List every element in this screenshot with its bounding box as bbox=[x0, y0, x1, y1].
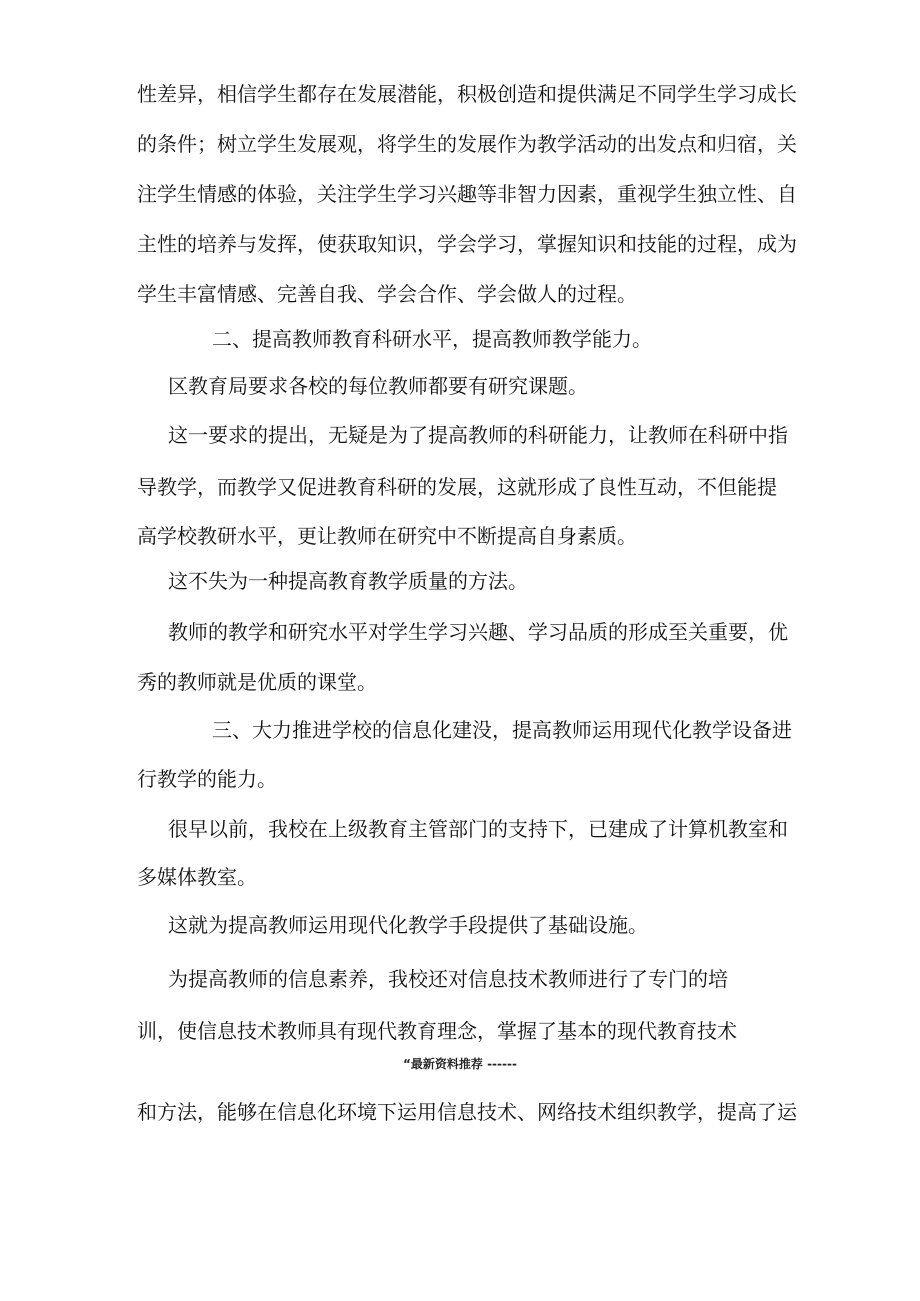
text-line: 这一要求的提出，无疑是为了提高教师的科研能力，让教师在科研中指 bbox=[168, 423, 788, 447]
text-line: 为提高教师的信息素养，我校还对信息技术教师进行了专门的培 bbox=[168, 967, 728, 991]
text-line: 很早以前，我校在上级教育主管部门的支持下，已建成了计算机教室和 bbox=[168, 817, 788, 841]
text-line: 多媒体教室。 bbox=[137, 865, 257, 889]
text-line: 行教学的能力。 bbox=[137, 767, 277, 791]
text-line: 性差异，相信学生都存在发展潜能，积极创造和提供满足不同学生学习成长 bbox=[137, 82, 797, 106]
text-line: 的条件；树立学生发展观，将学生的发展作为教学活动的出发点和归宿，关 bbox=[137, 132, 797, 156]
text-line: 教师的教学和研究水平对学生学习兴趣、学习品质的形成至关重要，优 bbox=[168, 620, 788, 644]
text-line: 学生丰富情感、完善自我、学会合作、学会做人的过程。 bbox=[137, 282, 637, 306]
text-line: 主性的培养与发挥，使获取知识，学会学习，掌握知识和技能的过程，成为 bbox=[137, 232, 797, 256]
text-line: 高学校教研水平，更让教师在研究中不断提高自身素质。 bbox=[137, 524, 637, 548]
page-footer: “最新资料推荐 ------ bbox=[403, 1057, 517, 1071]
text-line: 导教学，而教学又促进教育科研的发展，这就形成了良性互动，不但能提 bbox=[137, 475, 777, 499]
text-line: 秀的教师就是优质的课堂。 bbox=[137, 670, 377, 694]
text-line: 和方法，能够在信息化环境下运用信息技术、网络技术组织教学，提高了运 bbox=[137, 1100, 797, 1124]
text-line: 这就为提高教师运用现代化教学手段提供了基础设施。 bbox=[168, 913, 648, 937]
section-heading: 三、大力推进学校的信息化建没，提高教师运用现代化教学设备进 bbox=[212, 718, 792, 742]
text-line: 这不失为一种提高教育教学质量的方法。 bbox=[168, 569, 528, 593]
text-line: 区教育局要求各校的每位教师都要有研究课题。 bbox=[168, 374, 588, 398]
text-line: 训，使信息技术教师具有现代教育理念，掌握了基本的现代教育技术 bbox=[137, 1019, 737, 1043]
text-line: 注学生情感的体验，关注学生学习兴趣等非智力因素，重视学生独立性、自 bbox=[137, 182, 797, 206]
section-heading: 二、提高教师教育科研水平，提高教师教学能力。 bbox=[212, 327, 652, 351]
